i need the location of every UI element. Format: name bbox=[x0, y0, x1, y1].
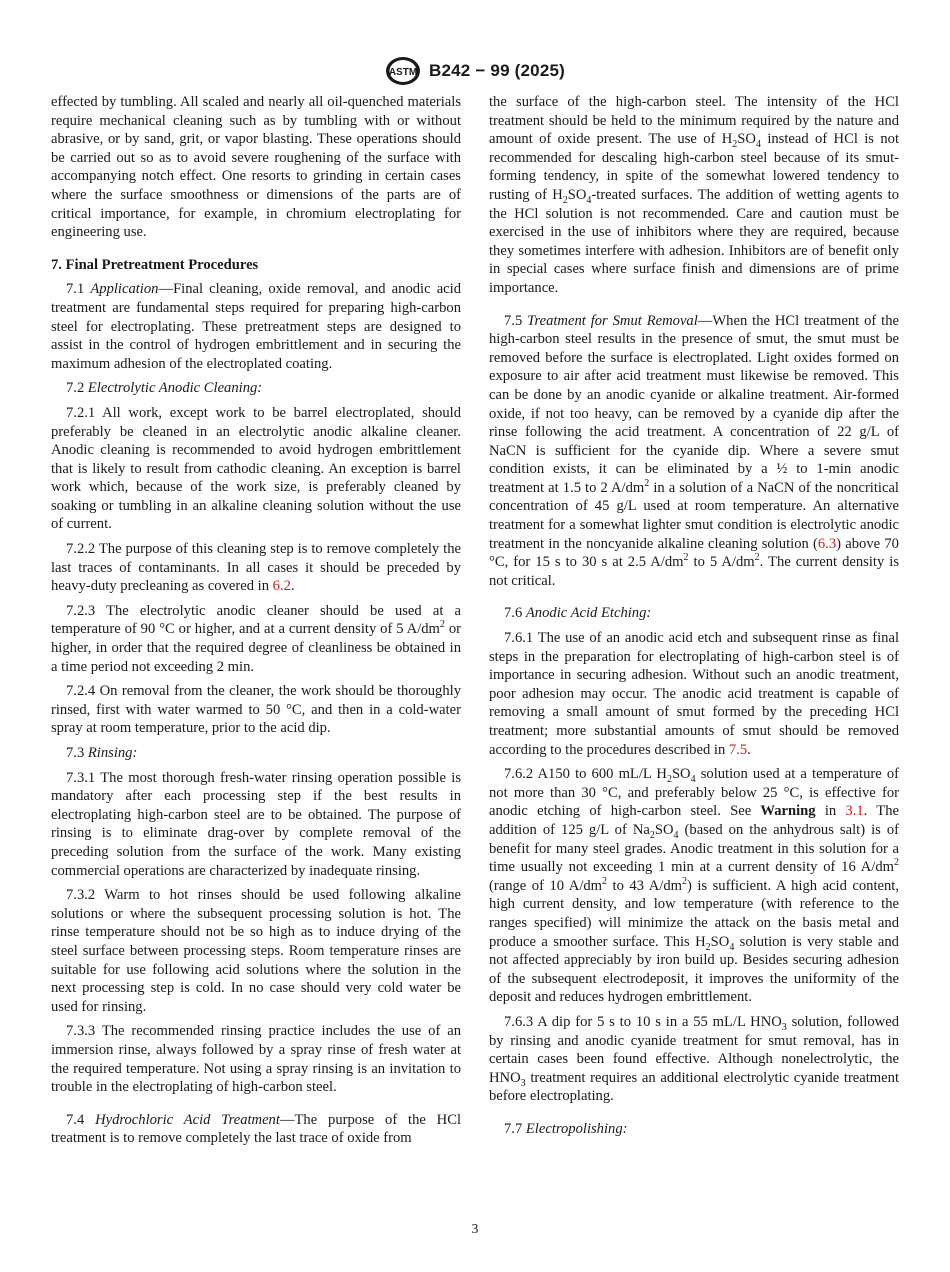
link-7-5[interactable]: 7.5 bbox=[728, 741, 748, 758]
subheading-treatment-for-smut-removal: Treatment for Smut Removal bbox=[527, 312, 698, 329]
section-heading-7: 7. Final Pretreatment Procedures bbox=[51, 256, 259, 273]
paragraph-7-4-continued: the surface of the high-carbon steel. The intensity of the HCl treatment should be held to the minimum required by the nature and amount of oxide present. The use of $H_2SO_4$ instead of HCl is not recommended for descaling high-carbon steel because of its smut-forming tendency, in spite of the somewhat lowered tendency to rusting of $H_2SO_4$-treated surfaces. The addition of wetting agents to the HCl solution is not recommended. Care and caution must be exercised in the use of inhibitors where they are required, because they sometimes interfere with adhesion. Inhibitors are of benefit only in special cases where surface finish and dimensions are of prime importance. bbox=[489, 94, 899, 296]
left-column bbox=[51, 93, 461, 1154]
astm-logo-icon bbox=[385, 56, 421, 86]
paragraph-7-2-4: 7.2.4 On removal from the cleaner, the work should be thoroughly rinsed, first with water warmed to 50 °C, and then in a cold-water spray at room temperature, prior to the acid dip. bbox=[51, 683, 461, 737]
paragraph-7-6-2: 7.6.2 A150 to 600 mL/L $H_2SO_4$ solution used at a temperature of not more than 30 °C, and preferably below 25 °C, is effective for anodic etching of high-carbon steel. See Warning in 3.1. The addition of 125 g/L of $Na_2SO_4$ (based on the anhydrous salt) is of benefit for many steel grades. Anodic treatment in this solution for a time usually not exceeding 1 min at a current density of 16 $A/dm^2$ (range of 10 $A/dm^2$ to 43 $A/dm^2$) is sufficient. A high acid content, high current density, and low temperature (with reference to the ranges specified) will minimize the attack on the basis metal and produce a smoother surface. This $H_2SO_4$ solution is very stable and not affected appreciably by iron build up. Besides securing adhesion of the subsequent electrodeposit, it improves the uniformity of the deposit and reduces hydrogen embrittlement. bbox=[489, 766, 899, 1006]
paragraph-7-4: 7.4 Hydrochloric Acid Treatment—The purpose of the HCl treatment is to remove completely the last trace of oxide from bbox=[51, 1111, 461, 1147]
subheading-application: Application bbox=[90, 281, 159, 298]
paragraph-7-1: 7.1 Application—Final cleaning, oxide removal, and anodic acid treatment are fundamental steps required for preparing high-carbon steel for electroplating. These pretreatment steps are designed to assist in the control of hydrogen embrittlement and in securing the maximum adhesion of the electroplated coating. bbox=[51, 281, 461, 372]
subheading-electrolytic-anodic-cleaning: Electrolytic Anodic Cleaning: bbox=[87, 380, 263, 397]
paragraph-7-3: 7.3 Rinsing: bbox=[66, 745, 138, 761]
subheading-electropolishing: Electropolishing: bbox=[525, 1120, 628, 1137]
astm-logo-text: ASTM bbox=[388, 67, 418, 78]
subheading-anodic-acid-etching: Anodic Acid Etching: bbox=[525, 605, 652, 622]
document-designation: B242 − 99 (2025) bbox=[429, 61, 565, 80]
paragraph-7-3-1: 7.3.1 The most thorough fresh-water rinsing operation possible is mandatory after each processing step if the best results in electroplating high-carbon steel are to be obtained. The purpose of rinsing is to eliminate drag-over by complete removal of the preceding solution from the surface of the work. Many existing commercial operations are characterized by inadequate rinsing. bbox=[51, 769, 461, 879]
paragraph-7-2-2: 7.2.2 The purpose of this cleaning step is to remove completely the last traces of contaminants. In all cases it should be preceded by heavy-duty precleaning as covered in 6.2. bbox=[51, 541, 461, 595]
page-number: 3 bbox=[471, 1221, 479, 1236]
paragraph-7-5: 7.5 Treatment for Smut Removal—When the HCl treatment of the high-carbon steel results in the presence of smut, the smut must be removed before the surface is electroplated. Light oxides formed on exposure to air after acid treatment must likewise be removed. This can be done by an anodic cyanide or alkaline treatment. Air-formed oxide, if not too heavy, can be removed by a cyanide dip after the rinse following the acid treatment. A concentration of 22 g/L of NaCN is sufficient for the cyanide dip. Where a severe smut condition exists, it can be eliminated by a ½ to 1-min anodic treatment at 1.5 to 2 $A/dm^2$ in a solution of a NaCN of the noncritical concentration of 45 g/L used at room temperature. An alternative treatment for a somewhat lighter smut condition is electrolytic anodic treatment in the noncyanide alkaline cleaning solution (6.3) above 70 °C, for 15 s to 30 s at 2.5 $A/dm^2$ to 5 $A/dm^2$. The current density is not critical. bbox=[489, 312, 900, 589]
paragraph-7-2: 7.2 Electrolytic Anodic Cleaning: bbox=[66, 380, 263, 397]
link-6-2[interactable]: 6.2 bbox=[272, 578, 291, 595]
paragraph-7-6-3: 7.6.3 A dip for 5 s to 10 s in a 55 mL/L $HNO_3$ solution, followed by rinsing and anodic cyanide treatment for smut removal, has in certain cases been found effective. Although nonelectrolytic, the $HNO_3$ treatment requires an additional electrolytic cyanide treatment before electroplating. bbox=[489, 1013, 899, 1105]
paragraph-7-3-2: 7.3.2 Warm to hot rinses should be used following alkaline solutions or where the subsequent processing solution is hot. The rinse temperature should not be so high as to induce drying of the steel surface between processing steps. Room temperature rinses are suitable for use following acid solutions where the solution in the next processing step is cold. In no case should very cold water be used for rinsing. bbox=[51, 887, 461, 1015]
paragraph-continued: effected by tumbling. All scaled and nearly all oil-quenched materials require mechanical cleaning such as by tumbling with or without abrasive, or by sand, grit, or vapor blasting. These operations should be carried out so as to avoid severe roughening of the surface with accompanying notch effect. One resorts to grinding in certain cases where the surface smoothness or dimensions of the parts are of critical importance, for example, in chromium electroplating for engineering use. bbox=[51, 94, 461, 241]
paragraph-7-7: 7.7 Electropolishing: bbox=[504, 1120, 628, 1137]
right-column bbox=[489, 93, 899, 1144]
warning-reference: Warning bbox=[760, 803, 816, 820]
paragraph-7-2-3: 7.2.3 The electrolytic anodic cleaner should be used at a temperature of 90 °C or higher, and at a current density of 5 $A/dm^2$ or higher, in order that the required degree of cleanliness be obtained in a time period not exceeding 2 min. bbox=[51, 602, 461, 675]
link-6-3[interactable]: 6.3 bbox=[817, 535, 837, 552]
paragraph-7-6: 7.6 Anodic Acid Etching: bbox=[504, 605, 652, 622]
subheading-rinsing: Rinsing: bbox=[87, 745, 138, 761]
paragraph-7-6-1: 7.6.1 The use of an anodic acid etch and subsequent rinse as final steps in the preparation for electroplating of high-carbon steel is of importance in securing adhesion. Without such an anodic treatment, poor adhesion may occur. The anodic acid treatment is capable of removing a small amount of smut formed by the preceding HCl treatment; more substantial amounts of smut should be removed according to the procedures described in 7.5. bbox=[489, 630, 899, 758]
page-header bbox=[0, 56, 950, 86]
paragraph-7-3-3: 7.3.3 The recommended rinsing practice includes the use of an immersion rinse, always followed by a spray rinse of fresh water at the required temperature. Not using a spray rinsing is an invitation to trouble in the electroplating of high-carbon steel. bbox=[51, 1023, 461, 1096]
paragraph-7-2-1: 7.2.1 All work, except work to be barrel electroplated, should preferably be cleaned in an electrolytic anodic alkaline cleaner. Anodic cleaning is recommended to avoid hydrogen embrittlement that is likely to result from cathodic cleaning. An exception is barrel work which, because of the work size, is preferably cleaned by soaking or tumbling in an alkaline cleaning solution without the use of current. bbox=[51, 404, 461, 533]
link-3-1[interactable]: 3.1 bbox=[845, 803, 864, 820]
subheading-hydrochloric-acid-treatment: Hydrochloric Acid Treatment bbox=[95, 1111, 280, 1128]
